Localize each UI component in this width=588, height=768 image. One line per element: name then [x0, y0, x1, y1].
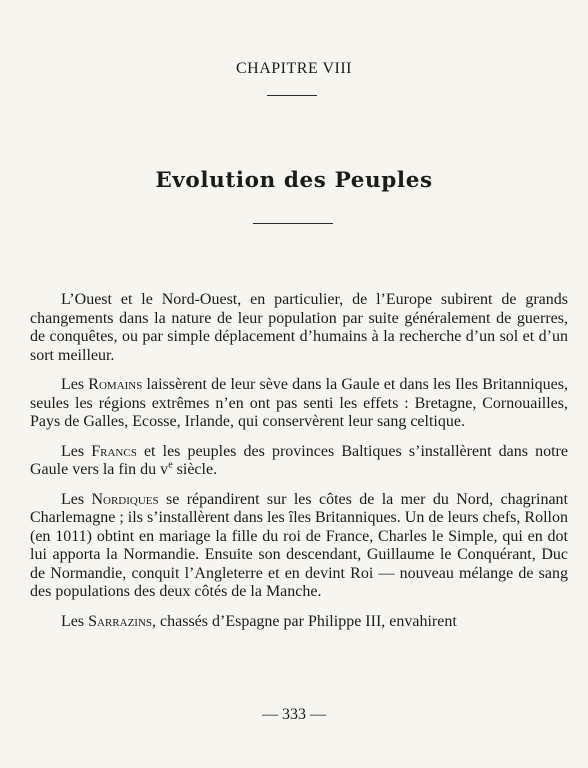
title-rule [253, 223, 333, 224]
paragraph-5-keyword: Sarrazins [88, 612, 153, 630]
paragraph-2-lead: Les [61, 376, 89, 393]
paragraph-4-lead: Les [61, 490, 92, 508]
paragraph-3-text: et les peuples des provinces Baltiques s’installèrent dans notre Gaule vers la fin du v [30, 442, 568, 478]
paragraph-2-keyword: Romains [88, 376, 143, 393]
paragraph-2-text: laissèrent de leur sève dans la Gaule et dans les Iles Britanniques, seules les régions extrêmes n’en ont pas senti les effets : Bretagne, Cornouailles, Pays de Galles, Ecosse, Irlande, qui conservèrent leur sang celtique. [30, 376, 569, 430]
paragraph-4-keyword: Nordiques [91, 490, 159, 508]
paragraph-3-lead: Les [61, 442, 92, 460]
body-text [30, 291, 568, 642]
chapter-heading: CHAPITRE VIII [236, 60, 352, 77]
paragraph-3-tail: siècle. [172, 461, 218, 478]
paragraph-4 [30, 491, 568, 602]
paragraph-3-superscript: e [168, 459, 173, 471]
chapter-title: Evolution des Peuples [155, 168, 433, 193]
paragraph-3-keyword: Francs [91, 442, 137, 460]
paragraph-5 [30, 613, 568, 632]
paragraph-4-text: se répandirent sur les côtes de la mer du Nord, chagrinant Charlemagne ; ils s’installèrent dans les îles Britanniques. Un de leurs chefs, Rollon (en 1011) obtint en mariage la fille du roi de France, Charles le Simple, qui en dot lui apporta la Normandie. Ensuite son descendant, Guillaume le Conquérant, Duc de Normandie, conquit l’Angleterre et en devint Roi — nouveau mélange de sang des populations des deux côtés de la Manche. [30, 490, 568, 600]
paragraph-5-text: , chassés d’Espagne par Philippe III, envahirent [152, 612, 457, 630]
paragraph-1-text: L’Ouest et le Nord-Ouest, en particulier, de l’Europe subirent de grands changements dans la nature de leur population par suite généralement de guerres, de conquêtes, ou par simple déplacement d’humains à la recherche d’un sol et d’un sort meilleur. [30, 291, 568, 364]
heading-rule [267, 95, 317, 96]
paragraph-2 [30, 376, 568, 432]
page-number: — 333 — [262, 706, 326, 723]
paragraph-5-lead: Les [61, 612, 89, 630]
paragraph-1 [30, 291, 568, 365]
paragraph-3 [30, 443, 568, 480]
